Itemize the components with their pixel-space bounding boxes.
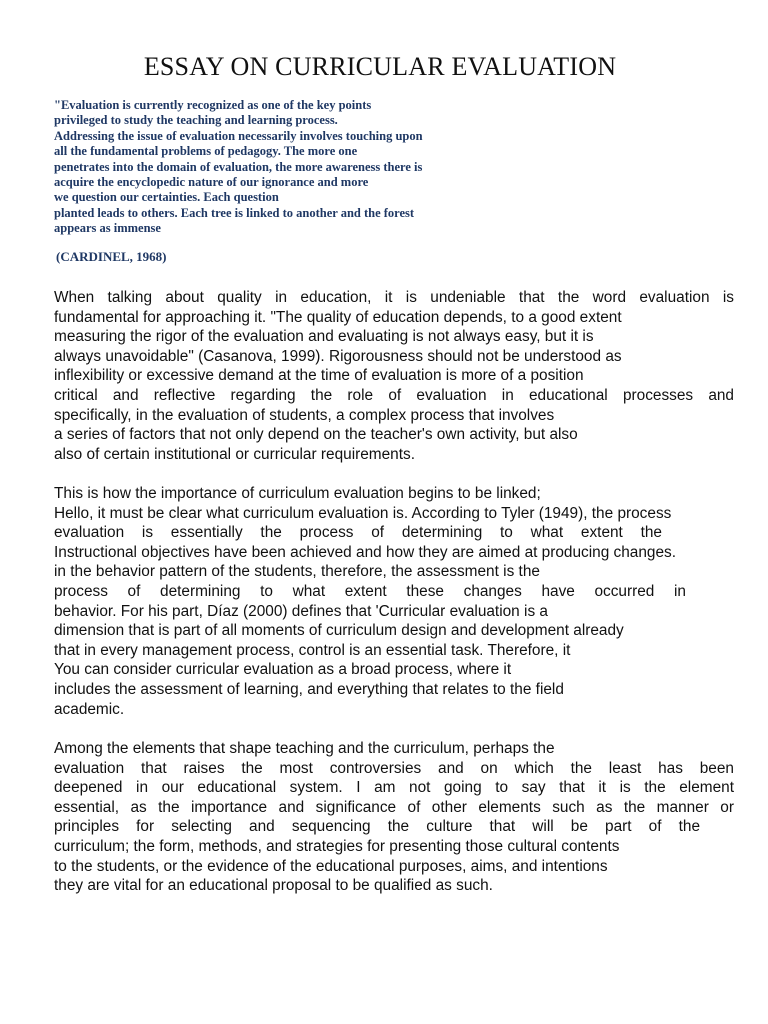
paragraph-line: dimension that is part of all moments of curriculum design and development already [54,622,624,640]
paragraph-line: evaluation is essentially the process of determining to what extent the [54,524,662,542]
paragraph-line: principles for selecting and sequencing the culture that will be part of the [54,818,700,836]
paragraph-line: essential, as the importance and significance of other elements such as the manner or [54,798,734,816]
paragraph-line: You can consider curricular evaluation as a broad process, where it [54,661,512,679]
paragraph-line: measuring the rigor of the evaluation and evaluating is not always easy, but it is [54,328,594,346]
epigraph-quote [54,98,454,237]
paragraph-line: curriculum; the form, methods, and strategies for presenting those cultural contents [54,837,620,855]
epigraph-line: we question our certainties. Each question [54,190,279,205]
paragraph-line: academic. [54,700,125,718]
paragraph-line: inflexibility or excessive demand at the time of evaluation is more of a position [54,367,584,385]
epigraph-line: privileged to study the teaching and learning process. [54,113,338,128]
paragraph-line: to the students, or the evidence of the educational purposes, aims, and intentions [54,857,608,875]
epigraph-line: planted leads to others. Each tree is linked to another and the forest [54,205,415,220]
epigraph-line: "Evaluation is currently recognized as one of the key points [54,98,372,112]
epigraph-line: appears as immense [54,221,161,236]
paragraph-line: that in every management process, control is an essential task. Therefore, it [54,641,571,659]
epigraph-citation: (CARDINEL, 1968) [56,249,167,264]
paragraph-line: evaluation that raises the most controversies and on which the least has been [54,759,734,777]
paragraph-line: Hello, it must be clear what curriculum evaluation is. According to Tyler (1949), the process [54,504,672,522]
paragraph-1 [54,288,734,464]
epigraph-line: Addressing the issue of evaluation necessarily involves touching upon [54,128,423,143]
paragraph-line: Instructional objectives have been achieved and how they are aimed at producing changes. [54,543,677,561]
document-title: ESSAY ON CURRICULAR EVALUATION [143,52,617,81]
paragraph-line: behavior. For his part, Díaz (2000) defines that 'Curricular evaluation is a [54,602,548,620]
paragraph-line: Among the elements that shape teaching and the curriculum, perhaps the [54,740,555,757]
paragraph-line: When talking about quality in education, it is undeniable that the word evaluation is [54,289,734,306]
paragraph-line: This is how the importance of curriculum evaluation begins to be linked; [54,485,541,502]
paragraph-3 [54,739,734,896]
paragraph-line: they are vital for an educational proposal to be qualified as such. [54,877,493,895]
paragraph-line: always unavoidable" (Casanova, 1999). Rigorousness should not be understood as [54,347,622,365]
epigraph-line: all the fundamental problems of pedagogy. The more one [54,144,358,159]
paragraph-line: in the behavior pattern of the students, therefore, the assessment is the [54,563,540,581]
paragraph-line: a series of factors that not only depend on the teacher's own activity, but also [54,426,578,444]
paragraph-line: process of determining to what extent these changes have occurred in [54,582,686,600]
paragraph-line: deepened in our educational system. I am not going to say that it is the element [54,779,734,797]
paragraph-line: includes the assessment of learning, and everything that relates to the field [54,680,564,698]
epigraph-line: acquire the encyclopedic nature of our ignorance and more [54,175,369,190]
epigraph-line: penetrates into the domain of evaluation, the more awareness there is [54,159,423,174]
paragraph-line: also of certain institutional or curricular requirements. [54,445,415,463]
paragraph-line: fundamental for approaching it. "The quality of education depends, to a good extent [54,308,622,326]
paragraph-2 [54,484,734,719]
paragraph-line: critical and reflective regarding the role of evaluation in educational processes and [54,386,734,404]
paragraph-line: specifically, in the evaluation of students, a complex process that involves [54,406,555,424]
